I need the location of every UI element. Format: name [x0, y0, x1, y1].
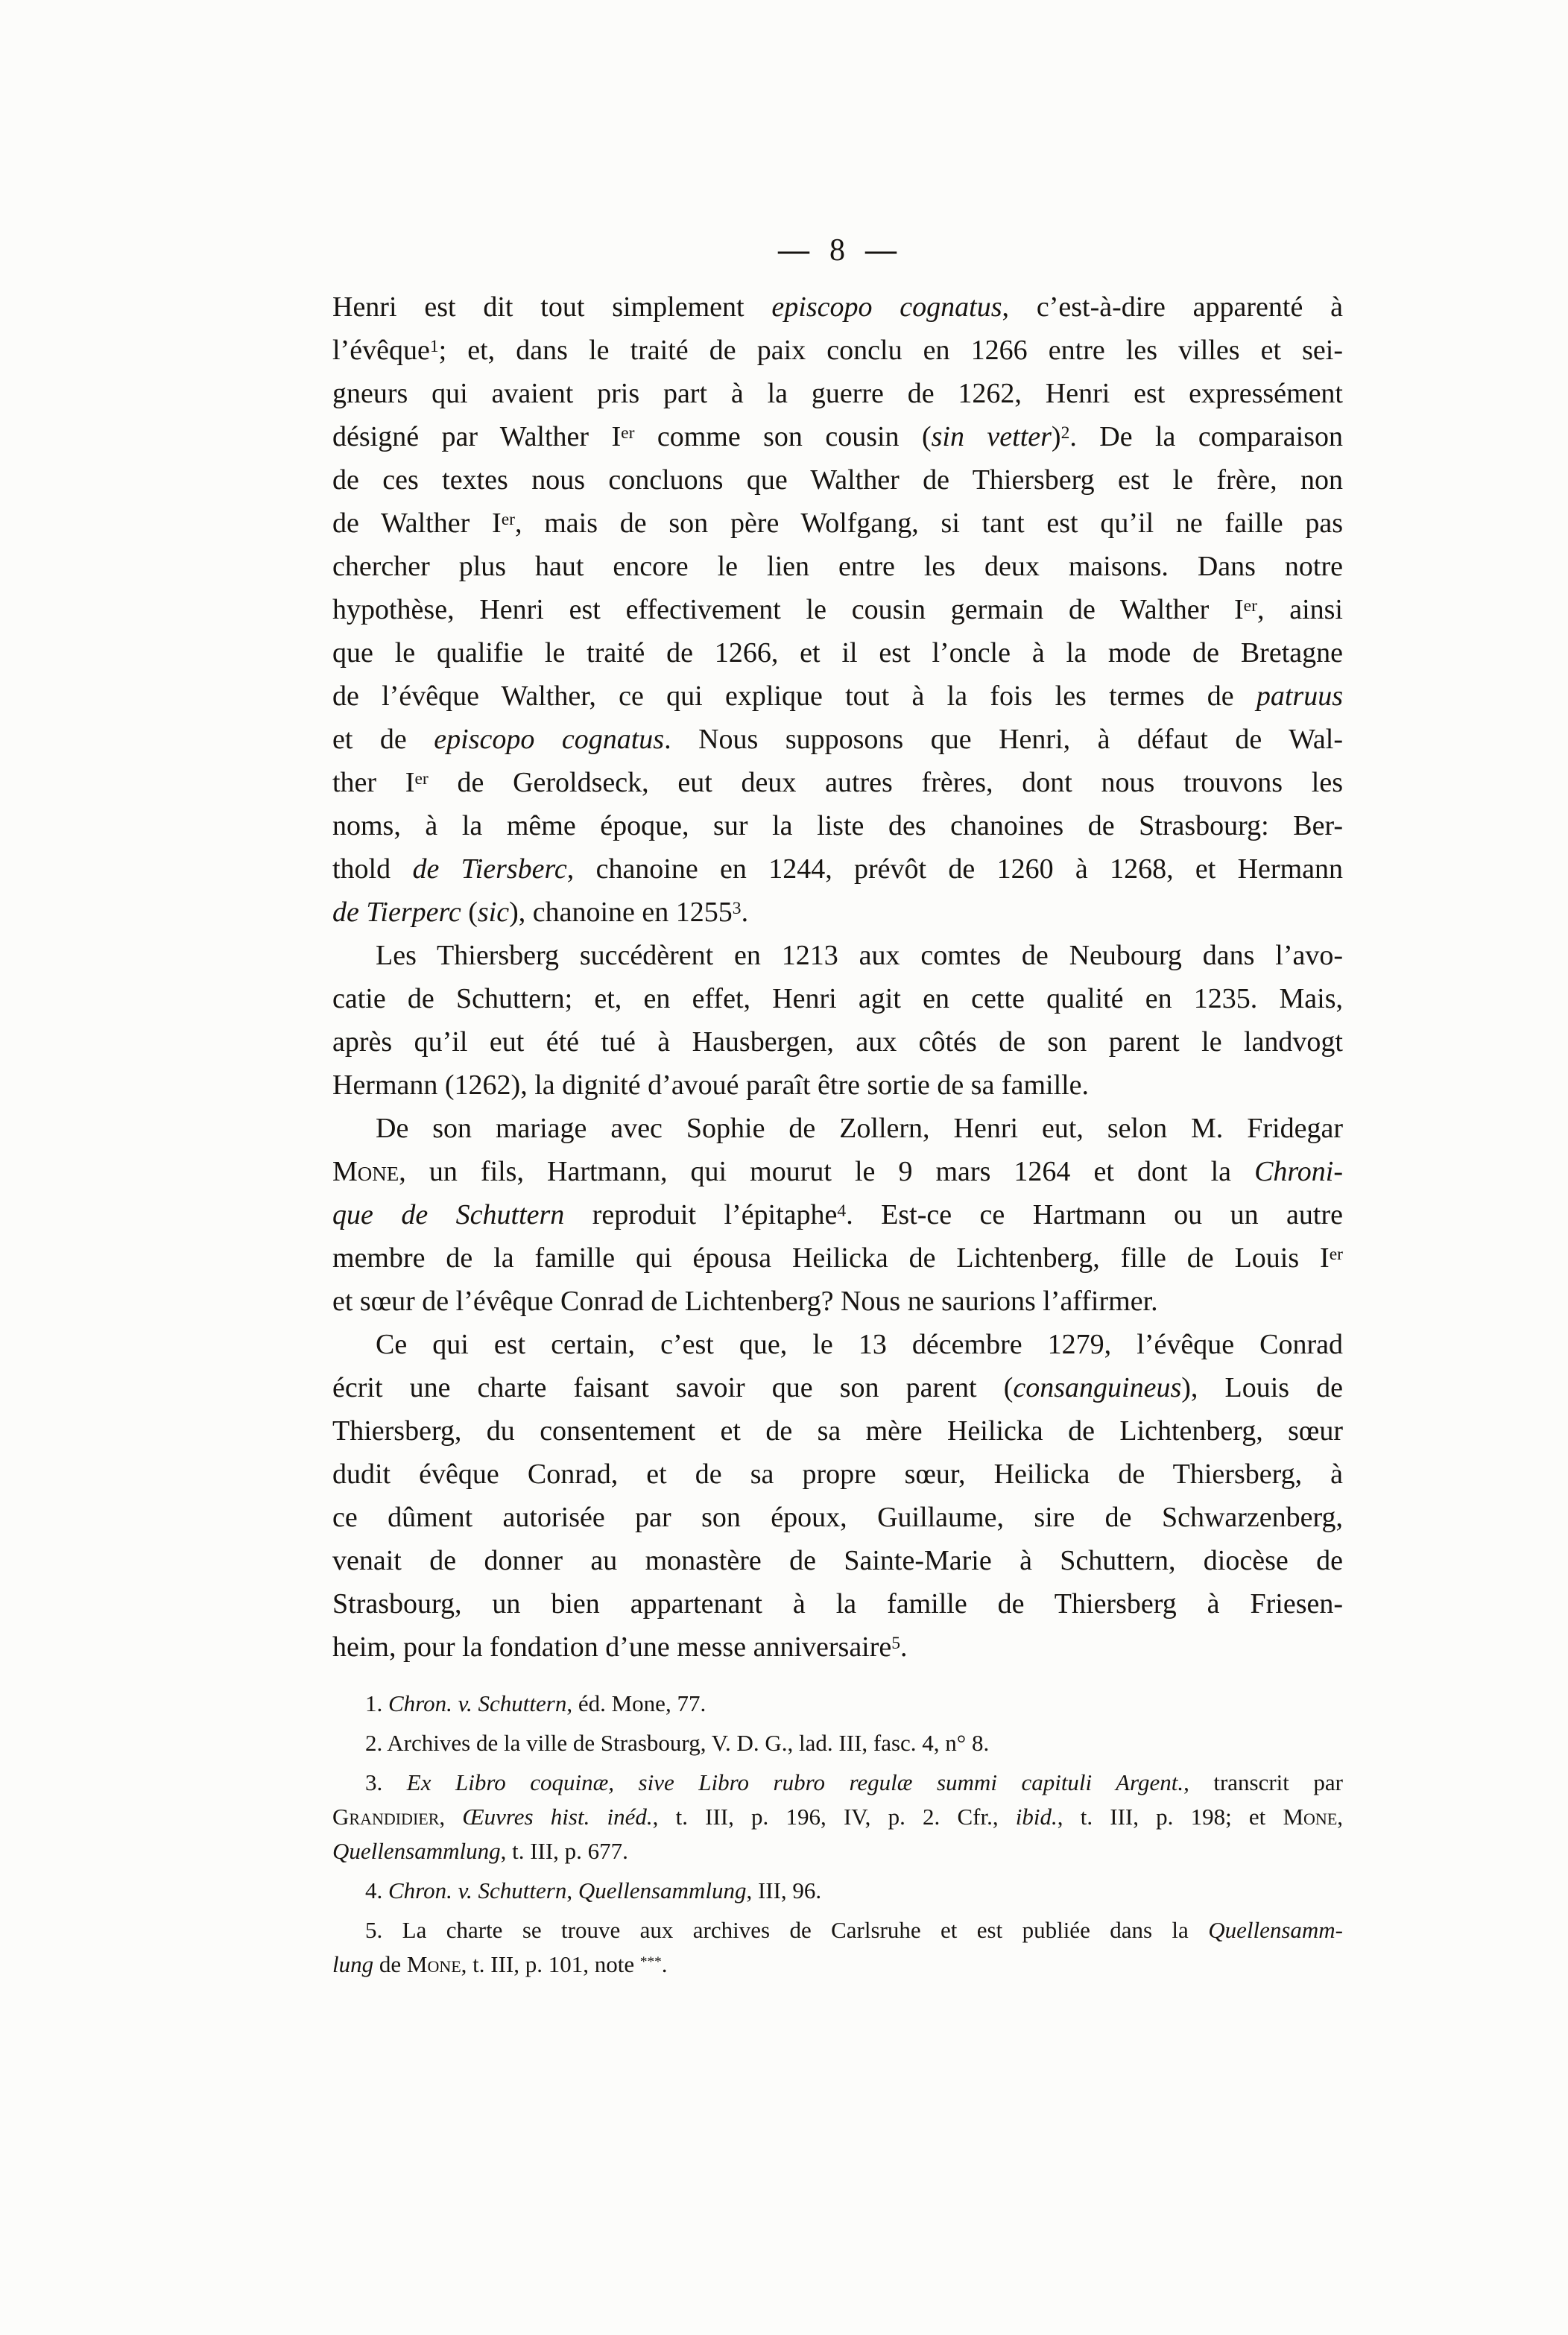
- text-line: [332, 847, 1343, 891]
- text-line: [332, 1409, 1343, 1453]
- text-segment: 5: [891, 1634, 901, 1654]
- text-line: [332, 1107, 1343, 1150]
- text-line: [332, 458, 1343, 502]
- text-line: [332, 1193, 1343, 1236]
- footnote: [332, 1874, 1343, 1908]
- text-segment: Strasbourg, un bien appartenant à la famille de Thiersberg à Friesen-: [332, 1588, 1343, 1620]
- text-segment: comme son cousin (: [634, 421, 932, 452]
- page-number: 8: [829, 233, 846, 268]
- text-line: [332, 1834, 1343, 1868]
- text-segment: 3: [732, 899, 742, 919]
- text-segment: ,: [1337, 1804, 1344, 1830]
- text-segment: catie de Schuttern; et, en effet, Henri agit en cette qualité en 1235. Mais,: [332, 983, 1343, 1014]
- text-segment: ): [1051, 421, 1061, 452]
- text-segment: ,: [439, 1804, 463, 1830]
- text-line: [332, 502, 1343, 545]
- text-line: [332, 804, 1343, 847]
- text-segment: de M: [373, 1951, 428, 1977]
- text-segment: 3.: [365, 1769, 407, 1795]
- text-segment: Quellensamm-: [1208, 1917, 1343, 1943]
- text-line: [332, 631, 1343, 674]
- text-line: [332, 934, 1343, 977]
- text-segment: er: [501, 510, 515, 530]
- text-segment: ibid.: [1015, 1804, 1058, 1830]
- text-segment: de Geroldseck, eut deux autres frères, dont nous trouvons les: [428, 767, 1343, 798]
- text-segment: Henri est dit tout simplement: [332, 291, 772, 323]
- text-segment: M: [332, 1156, 358, 1187]
- text-segment: . Nous supposons que Henri, à défaut de Wal-: [664, 724, 1343, 755]
- text-segment: dudit évêque Conrad, et de sa propre sœur, Heilicka de Thiersberg, à: [332, 1459, 1343, 1490]
- text-segment: , t. III, p. 101, note: [461, 1951, 640, 1977]
- text-segment: randidier: [349, 1804, 440, 1830]
- text-segment: lung: [332, 1951, 374, 1977]
- text-segment: sin vetter: [931, 421, 1052, 452]
- text-segment: patruus: [1256, 680, 1343, 712]
- text-line: [332, 674, 1343, 718]
- text-segment: ,: [566, 1877, 578, 1903]
- text-segment: reproduit l’épitaphe: [564, 1199, 838, 1230]
- text-line: [332, 329, 1343, 372]
- text-line: [332, 1323, 1343, 1366]
- text-segment: 2: [1060, 423, 1070, 443]
- text-segment: .: [741, 897, 749, 928]
- text-segment: , t. III, p. 677.: [500, 1838, 628, 1864]
- text-line: [332, 1020, 1343, 1064]
- text-segment: que le qualifie le traité de 1266, et il est l’oncle à la mode de Bretagne: [332, 637, 1343, 669]
- text-segment: (: [461, 897, 478, 928]
- text-line: [332, 1625, 1343, 1669]
- text-line: [332, 1874, 1343, 1908]
- text-segment: Quellensammlung: [332, 1838, 501, 1864]
- text-segment: de Tierperc: [332, 897, 461, 928]
- text-segment: Œuvres hist. inéd.: [462, 1804, 653, 1830]
- text-segment: ***: [639, 1953, 662, 1970]
- text-line: [332, 1913, 1343, 1947]
- text-segment: et sœur de l’évêque Conrad de Lichtenberg? Nous ne saurions l’affirmer.: [332, 1286, 1158, 1317]
- text-segment: one: [357, 1156, 399, 1187]
- text-segment: ; et, dans le traité de paix conclu en 1266 entre les villes et sei-: [438, 335, 1343, 366]
- text-line: [332, 1800, 1343, 1834]
- paragraph: [332, 285, 1343, 934]
- text-segment: , chanoine en 1244, prévôt de 1260 à 1268, et Hermann: [566, 853, 1343, 885]
- text-segment: membre de la famille qui épousa Heilicka de Lichtenberg, fille de Louis I: [332, 1242, 1330, 1274]
- text-segment: episcopo cognatus: [434, 724, 665, 755]
- page-number-dash-right: —: [865, 233, 897, 268]
- text-segment: , t. III, p. 196, IV, p. 2. Cfr.,: [652, 1804, 1016, 1830]
- text-segment: thold: [332, 853, 413, 885]
- text-line: [332, 977, 1343, 1020]
- text-line: [332, 1496, 1343, 1539]
- text-line: [332, 1366, 1343, 1409]
- paragraph: [332, 1323, 1343, 1669]
- text-segment: Chron. v. Schuttern: [388, 1690, 567, 1716]
- body-text: [332, 285, 1343, 1669]
- text-segment: Ex Libro coquinæ, sive Libro rubro regulæ summi capituli Argent.: [406, 1769, 1184, 1795]
- footnote: [332, 1726, 1343, 1760]
- text-segment: Chron. v. Schuttern: [388, 1877, 567, 1903]
- text-segment: noms, à la même époque, sur la liste des chanoines de Strasbourg: Ber-: [332, 810, 1343, 841]
- footnote: [332, 1687, 1343, 1721]
- text-line: [332, 1726, 1343, 1760]
- text-line: [332, 1453, 1343, 1496]
- text-segment: , ainsi: [1256, 594, 1343, 625]
- text-segment: er: [621, 423, 635, 443]
- text-segment: après qu’il eut été tué à Hausbergen, aux côtés de son parent le landvogt: [332, 1026, 1343, 1058]
- text-segment: venait de donner au monastère de Sainte-Marie à Schuttern, diocèse de: [332, 1545, 1343, 1576]
- text-segment: écrit une charte faisant savoir que son parent (: [332, 1372, 1014, 1403]
- text-line: [332, 718, 1343, 761]
- page-header: [332, 233, 1343, 268]
- text-segment: sic: [477, 897, 510, 928]
- text-segment: , transcrit par: [1183, 1769, 1343, 1795]
- text-segment: . Est-ce ce Hartmann ou un autre: [846, 1199, 1343, 1230]
- text-segment: 1.: [365, 1690, 388, 1716]
- text-line: [332, 1236, 1343, 1280]
- text-segment: , éd. Mone, 77.: [566, 1690, 706, 1716]
- text-segment: de ces textes nous concluons que Walther de Thiersberg est le frère, non: [332, 464, 1343, 496]
- text-segment: one: [427, 1951, 461, 1977]
- text-segment: Quellensammlung: [578, 1877, 747, 1903]
- paragraph: [332, 934, 1343, 1107]
- text-segment: G: [332, 1804, 350, 1830]
- text-segment: Ce qui est certain, c’est que, le 13 décembre 1279, l’évêque Conrad: [376, 1329, 1343, 1360]
- text-segment: 4.: [365, 1877, 388, 1903]
- text-segment: one: [1303, 1804, 1338, 1830]
- text-segment: de Tiersberc: [412, 853, 567, 885]
- text-segment: heim, pour la fondation d’une messe anniversaire: [332, 1631, 892, 1663]
- text-segment: .: [661, 1951, 668, 1977]
- text-line: [332, 1064, 1343, 1107]
- text-line: [332, 1582, 1343, 1625]
- text-line: [332, 588, 1343, 631]
- text-line: [332, 891, 1343, 934]
- text-line: [332, 1766, 1343, 1800]
- text-segment: consanguineus: [1013, 1372, 1182, 1403]
- text-line: [332, 372, 1343, 415]
- text-segment: hypothèse, Henri est effectivement le cousin germain de Walther I: [332, 594, 1244, 625]
- text-segment: 2. Archives de la ville de Strasbourg, V. D. G., lad. III, fasc. 4, n° 8.: [365, 1730, 990, 1756]
- text-segment: chercher plus haut encore le lien entre les deux maisons. Dans notre: [332, 551, 1343, 582]
- text-segment: 5. La charte se trouve aux archives de Carlsruhe et est publiée dans la: [365, 1917, 1209, 1943]
- footnote: [332, 1913, 1343, 1982]
- text-line: [332, 1150, 1343, 1193]
- text-segment: Hermann (1262), la dignité d’avoué paraît être sortie de sa famille.: [332, 1069, 1090, 1101]
- text-line: [332, 545, 1343, 588]
- text-segment: er: [1243, 596, 1257, 616]
- page-number-dash-left: —: [778, 233, 810, 268]
- text-segment: .: [900, 1631, 908, 1663]
- text-line: [332, 1539, 1343, 1582]
- text-segment: 4: [837, 1201, 847, 1222]
- text-segment: et de: [332, 724, 434, 755]
- text-segment: Chroni-: [1254, 1156, 1343, 1187]
- text-line: [332, 1280, 1343, 1323]
- text-segment: de l’évêque Walther, ce qui explique tout à la fois les termes de: [332, 680, 1256, 712]
- text-segment: désigné par Walther I: [332, 421, 622, 452]
- text-segment: Les Thiersberg succédèrent en 1213 aux comtes de Neubourg dans l’avo-: [376, 940, 1343, 971]
- text-segment: er: [414, 769, 429, 789]
- text-segment: que de Schuttern: [332, 1199, 565, 1230]
- text-segment: , t. III, p. 198; et M: [1057, 1804, 1304, 1830]
- text-segment: , un fils, Hartmann, qui mourut le 9 mars 1264 et dont la: [399, 1156, 1255, 1187]
- text-segment: ther I: [332, 767, 415, 798]
- text-segment: ), chanoine en 1255: [509, 897, 733, 928]
- text-segment: episcopo cognatus: [771, 291, 1002, 323]
- text-line: [332, 761, 1343, 804]
- text-segment: l’évêque: [332, 335, 430, 366]
- text-segment: , III, 96.: [746, 1877, 822, 1903]
- text-segment: gneurs qui avaient pris part à la guerre de 1262, Henri est expressément: [332, 378, 1343, 409]
- text-segment: Thiersberg, du consentement et de sa mère Heilicka de Lichtenberg, sœur: [332, 1415, 1343, 1447]
- text-line: [332, 1947, 1343, 1982]
- text-segment: 1: [429, 337, 439, 357]
- footnote: [332, 1766, 1343, 1868]
- text-line: [332, 285, 1343, 329]
- text-segment: . De la comparaison: [1069, 421, 1343, 452]
- text-segment: er: [1329, 1245, 1343, 1265]
- text-segment: , mais de son père Wolfgang, si tant est qu’il ne faille pas: [514, 508, 1343, 539]
- text-segment: ce dûment autorisée par son époux, Guillaume, sire de Schwarzenberg,: [332, 1502, 1343, 1533]
- paragraph: [332, 1107, 1343, 1323]
- footnotes: [332, 1687, 1343, 1987]
- text-line: [332, 1687, 1343, 1721]
- text-segment: de Walther I: [332, 508, 502, 539]
- text-segment: ), Louis de: [1181, 1372, 1344, 1403]
- text-segment: De son mariage avec Sophie de Zollern, Henri eut, selon M. Fridegar: [376, 1113, 1343, 1144]
- text-segment: , c’est-à-dire apparenté à: [1002, 291, 1344, 323]
- text-line: [332, 415, 1343, 458]
